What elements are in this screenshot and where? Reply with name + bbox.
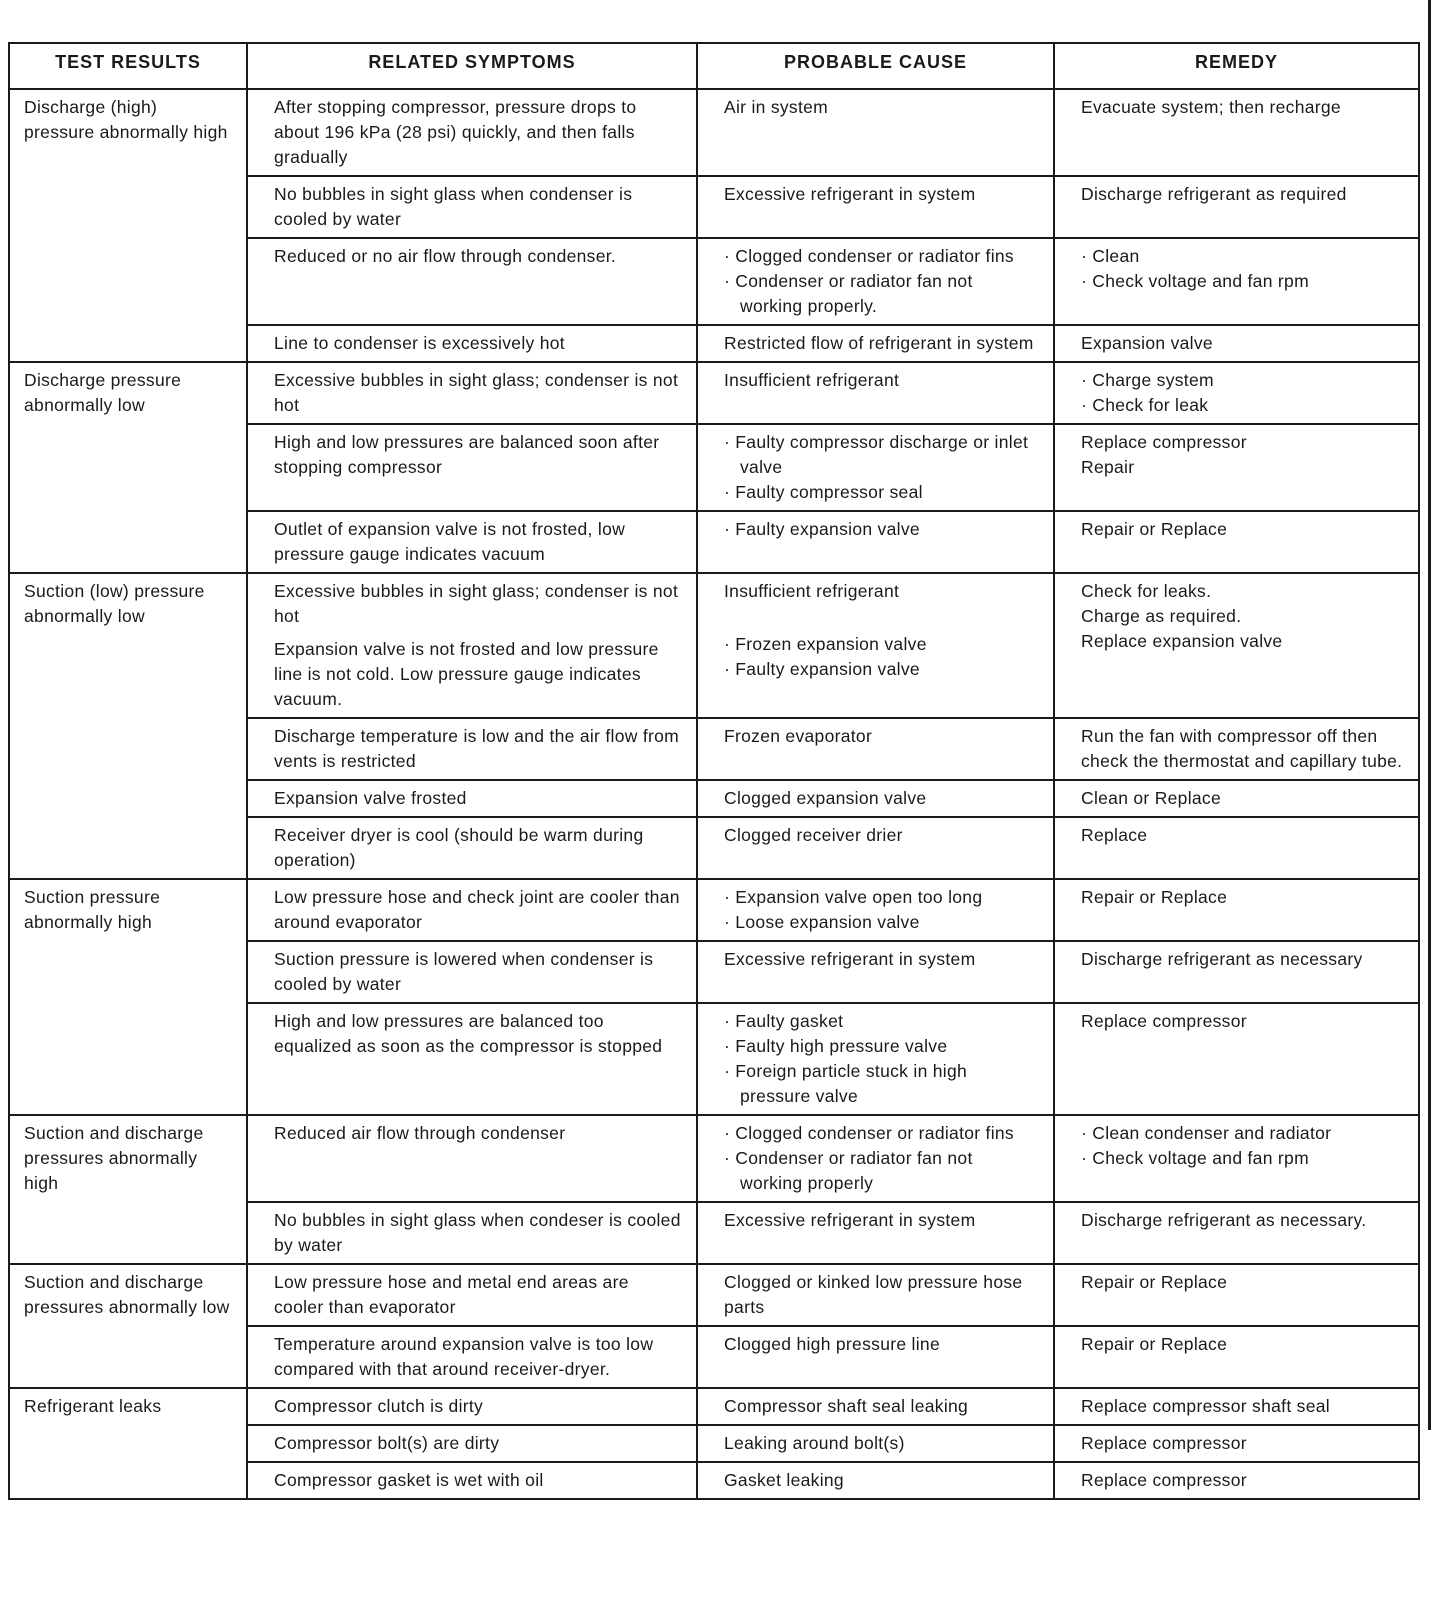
remedy-text: Replace expansion valve (1081, 631, 1283, 651)
cause-bullet: · Condenser or radiator fan not working properly (724, 1146, 1039, 1196)
troubleshooting-chart (8, 42, 1418, 1500)
table-row (9, 573, 1419, 718)
remedy-cell (1054, 1115, 1419, 1202)
remedy-text: Check for leaks. (1081, 581, 1212, 601)
remedy-text: Charge as required. (1081, 606, 1242, 626)
remedy-bullet: · Clean condenser and radiator (1081, 1121, 1404, 1146)
remedy-cell (1054, 176, 1419, 238)
remedy-text: Replace (1081, 825, 1148, 845)
remedy-cell (1054, 573, 1419, 718)
remedy-text: Discharge refrigerant as necessary (1081, 949, 1363, 969)
spacer (274, 629, 682, 637)
symptom-cell (247, 89, 697, 176)
symptom-text: Excessive bubbles in sight glass; condenser is not hot (274, 581, 679, 626)
cause-text: Air in system (724, 97, 829, 117)
symptom-text: Discharge temperature is low and the air flow from vents is restricted (274, 726, 680, 771)
symptom-text: Compressor gasket is wet with oil (274, 1470, 544, 1490)
symptom-text: Compressor clutch is dirty (274, 1396, 484, 1416)
cause-cell (697, 1388, 1054, 1425)
remedy-cell (1054, 1202, 1419, 1264)
symptom-text: Receiver dryer is cool (should be warm during operation) (274, 825, 644, 870)
remedy-cell (1054, 424, 1419, 511)
cause-bullet: · Expansion valve open too long (724, 885, 1039, 910)
symptom-text: Excessive bubbles in sight glass; condenser is not hot (274, 370, 679, 415)
remedy-text: Replace compressor (1081, 432, 1247, 452)
symptom-cell (247, 1425, 697, 1462)
cause-text: Excessive refrigerant in system (724, 184, 976, 204)
symptom-text: Reduced air flow through condenser (274, 1123, 566, 1143)
cause-cell (697, 1115, 1054, 1202)
remedy-text: Expansion valve (1081, 333, 1213, 353)
cause-cell (697, 176, 1054, 238)
remedy-cell (1054, 718, 1419, 780)
symptom-cell (247, 879, 697, 941)
symptom-text: Expansion valve is not frosted and low pressure line is not cold. Low pressure gauge indicates vacuum. (274, 639, 659, 709)
table-row (9, 1264, 1419, 1326)
cause-bullet: · Faulty gasket (724, 1009, 1039, 1034)
test-result-cell: Suction and discharge pressures abnormally high (9, 1115, 247, 1264)
table-body (9, 89, 1419, 1499)
test-result-cell: Discharge (high) pressure abnormally high (9, 89, 247, 362)
remedy-text: Clean or Replace (1081, 788, 1222, 808)
cause-text: Clogged high pressure line (724, 1334, 940, 1354)
symptom-text: Outlet of expansion valve is not frosted, low pressure gauge indicates vacuum (274, 519, 626, 564)
remedy-text: Repair or Replace (1081, 887, 1228, 907)
cause-bullet: · Foreign particle stuck in high pressure valve (724, 1059, 1039, 1109)
symptom-text: Suction pressure is lowered when condenser is cooled by water (274, 949, 654, 994)
symptom-text: Compressor bolt(s) are dirty (274, 1433, 500, 1453)
symptom-cell (247, 1264, 697, 1326)
cause-cell (697, 1326, 1054, 1388)
remedy-cell (1054, 780, 1419, 817)
cause-text: Clogged or kinked low pressure hose parts (724, 1272, 1023, 1317)
remedy-cell (1054, 879, 1419, 941)
cause-cell (697, 780, 1054, 817)
table-row (9, 89, 1419, 176)
symptom-text: Low pressure hose and check joint are cooler than around evaporator (274, 887, 680, 932)
remedy-cell (1054, 89, 1419, 176)
header-related-symptoms: RELATED SYMPTOMS (247, 43, 697, 89)
remedy-text: Discharge refrigerant as necessary. (1081, 1210, 1367, 1230)
remedy-text: Repair or Replace (1081, 1272, 1228, 1292)
symptom-text: High and low pressures are balanced too equalized as soon as the compressor is stopped (274, 1011, 663, 1056)
symptom-cell (247, 941, 697, 1003)
page-edge-rule (1428, 0, 1431, 1430)
test-result-cell: Refrigerant leaks (9, 1388, 247, 1499)
header-remedy: REMEDY (1054, 43, 1419, 89)
symptom-cell (247, 573, 697, 718)
symptom-text: After stopping compressor, pressure drops to about 196 kPa (28 psi) quickly, and then falls gradually (274, 97, 637, 167)
remedy-text: Replace compressor (1081, 1011, 1247, 1031)
spacer (724, 604, 1039, 632)
cause-bullet: · Faulty high pressure valve (724, 1034, 1039, 1059)
remedy-cell (1054, 1425, 1419, 1462)
cause-text: Insufficient refrigerant (724, 370, 900, 390)
symptom-text: Expansion valve frosted (274, 788, 467, 808)
cause-text: Clogged receiver drier (724, 825, 903, 845)
symptom-cell (247, 238, 697, 325)
test-result-cell: Suction pressure abnormally high (9, 879, 247, 1115)
remedy-cell (1054, 1462, 1419, 1499)
remedy-text: Replace compressor (1081, 1470, 1247, 1490)
remedy-cell (1054, 1264, 1419, 1326)
symptom-cell (247, 1202, 697, 1264)
header-test-results: TEST RESULTS (9, 43, 247, 89)
table-row (9, 1115, 1419, 1202)
cause-cell (697, 238, 1054, 325)
remedy-text: Repair or Replace (1081, 1334, 1228, 1354)
cause-cell (697, 879, 1054, 941)
symptom-cell (247, 325, 697, 362)
symptom-cell (247, 424, 697, 511)
cause-bullet: · Faulty expansion valve (724, 657, 1039, 682)
cause-cell (697, 1425, 1054, 1462)
header-row (9, 43, 1419, 89)
symptom-cell (247, 1462, 697, 1499)
cause-text: Leaking around bolt(s) (724, 1433, 905, 1453)
cause-cell (697, 89, 1054, 176)
remedy-cell (1054, 1326, 1419, 1388)
symptom-cell (247, 1115, 697, 1202)
symptom-cell (247, 1326, 697, 1388)
remedy-cell (1054, 941, 1419, 1003)
remedy-bullet: · Check voltage and fan rpm (1081, 1146, 1404, 1171)
header-probable-cause: PROBABLE CAUSE (697, 43, 1054, 89)
cause-cell (697, 1264, 1054, 1326)
symptom-text: Line to condenser is excessively hot (274, 333, 565, 353)
remedy-cell (1054, 817, 1419, 879)
remedy-text: Replace compressor (1081, 1433, 1247, 1453)
remedy-bullet: · Check voltage and fan rpm (1081, 269, 1404, 294)
remedy-text: Repair or Replace (1081, 519, 1228, 539)
symptom-cell (247, 1003, 697, 1115)
cause-cell (697, 511, 1054, 573)
cause-cell (697, 1202, 1054, 1264)
test-result-cell: Suction (low) pressure abnormally low (9, 573, 247, 879)
cause-text: Excessive refrigerant in system (724, 949, 976, 969)
symptom-text: High and low pressures are balanced soon after stopping compressor (274, 432, 660, 477)
test-result-cell: Suction and discharge pressures abnormally low (9, 1264, 247, 1388)
cause-cell (697, 718, 1054, 780)
test-result-cell: Discharge pressure abnormally low (9, 362, 247, 573)
symptom-cell (247, 511, 697, 573)
remedy-cell (1054, 1388, 1419, 1425)
cause-cell (697, 362, 1054, 424)
symptom-cell (247, 362, 697, 424)
cause-text: Insufficient refrigerant (724, 581, 900, 601)
symptom-cell (247, 780, 697, 817)
cause-cell (697, 817, 1054, 879)
cause-cell (697, 424, 1054, 511)
symptom-text: Temperature around expansion valve is too low compared with that around receiver-dryer. (274, 1334, 654, 1379)
remedy-cell (1054, 1003, 1419, 1115)
cause-text: Excessive refrigerant in system (724, 1210, 976, 1230)
symptom-cell (247, 718, 697, 780)
remedy-cell (1054, 362, 1419, 424)
cause-text: Compressor shaft seal leaking (724, 1396, 969, 1416)
cause-bullet: · Faulty compressor seal (724, 480, 1039, 505)
cause-text: Gasket leaking (724, 1470, 844, 1490)
table-row (9, 362, 1419, 424)
symptom-text: Low pressure hose and metal end areas are cooler than evaporator (274, 1272, 629, 1317)
cause-cell (697, 573, 1054, 718)
cause-text: Frozen evaporator (724, 726, 873, 746)
table-row (9, 879, 1419, 941)
cause-text: Clogged expansion valve (724, 788, 927, 808)
symptom-cell (247, 1388, 697, 1425)
remedy-cell (1054, 238, 1419, 325)
cause-bullet: · Faulty expansion valve (724, 517, 1039, 542)
remedy-bullet: · Clean (1081, 244, 1404, 269)
remedy-bullet: · Check for leak (1081, 393, 1404, 418)
cause-bullet: · Clogged condenser or radiator fins (724, 244, 1039, 269)
cause-cell (697, 941, 1054, 1003)
remedy-cell (1054, 511, 1419, 573)
symptom-cell (247, 176, 697, 238)
cause-bullet: · Frozen expansion valve (724, 632, 1039, 657)
cause-cell (697, 1462, 1054, 1499)
table-row (9, 1388, 1419, 1425)
remedy-text: Repair (1081, 457, 1135, 477)
cause-bullet: · Loose expansion valve (724, 910, 1039, 935)
remedy-text: Evacuate system; then recharge (1081, 97, 1341, 117)
cause-cell (697, 325, 1054, 362)
remedy-text: Replace compressor shaft seal (1081, 1396, 1330, 1416)
remedy-bullet: · Charge system (1081, 368, 1404, 393)
symptom-text: Reduced or no air flow through condenser. (274, 246, 617, 266)
symptom-cell (247, 817, 697, 879)
cause-text: Restricted flow of refrigerant in system (724, 333, 1034, 353)
cause-bullet: · Faulty compressor discharge or inlet valve (724, 430, 1039, 480)
remedy-text: Discharge refrigerant as required (1081, 184, 1347, 204)
troubleshooting-table (8, 42, 1420, 1500)
cause-bullet: · Clogged condenser or radiator fins (724, 1121, 1039, 1146)
symptom-text: No bubbles in sight glass when condeser is cooled by water (274, 1210, 681, 1255)
cause-bullet: · Condenser or radiator fan not working properly. (724, 269, 1039, 319)
cause-cell (697, 1003, 1054, 1115)
symptom-text: No bubbles in sight glass when condenser is cooled by water (274, 184, 633, 229)
remedy-text: Run the fan with compressor off then check the thermostat and capillary tube. (1081, 726, 1403, 771)
remedy-cell (1054, 325, 1419, 362)
